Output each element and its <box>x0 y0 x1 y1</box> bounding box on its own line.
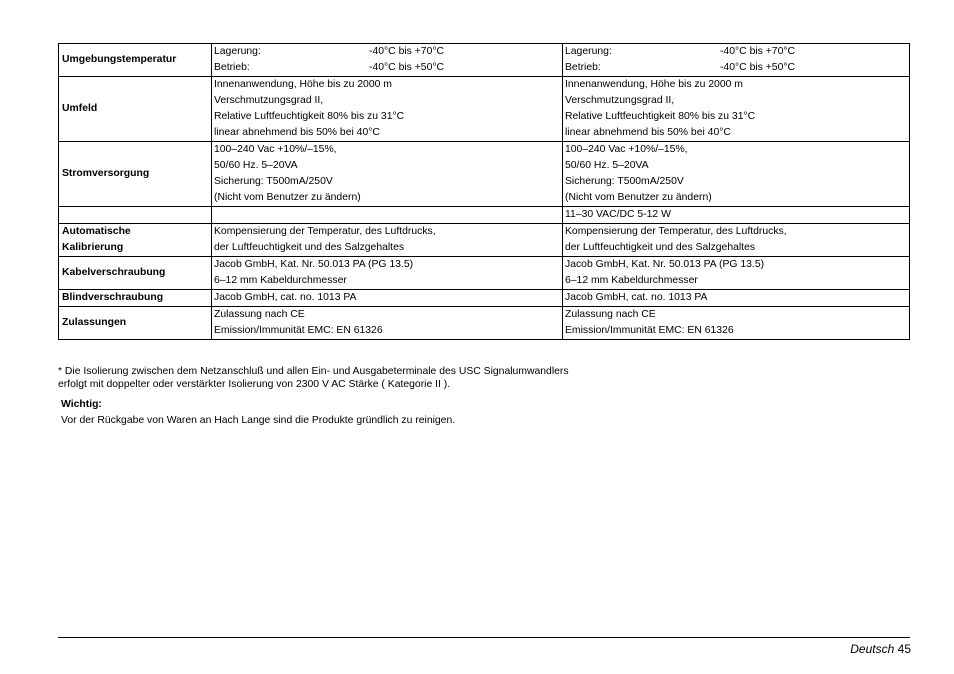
spec-value-2 <box>563 207 910 224</box>
spec-value-2 <box>563 77 910 142</box>
spec-line: 6–12 mm Kabeldurchmesser <box>214 275 347 286</box>
spec-line: 50/60 Hz. 5–20VA <box>565 160 649 171</box>
spec-label <box>59 44 212 77</box>
spec-value-1 <box>212 224 563 257</box>
spec-line: 11–30 VAC/DC 5-12 W <box>565 209 671 220</box>
spec-value-2 <box>563 257 910 290</box>
spec-line: 6–12 mm Kabeldurchmesser <box>565 275 698 286</box>
spec-line: Relative Luftfeuchtigkeit 80% bis zu 31°C <box>565 111 756 122</box>
spec-value: -40°C bis +50°C <box>369 62 445 73</box>
spec-line: Jacob GmbH, Kat. Nr. 50.013 PA (PG 13.5) <box>565 259 765 270</box>
spec-label <box>59 307 212 340</box>
spec-value-2 <box>563 307 910 340</box>
spec-label-text: Kalibrierung <box>62 242 124 253</box>
footnote-line: erfolgt mit doppelter oder verstärkter Isolierung von 2300 V AC Stärke ( Kategorie II ). <box>58 379 451 390</box>
spec-label <box>59 290 212 307</box>
spec-value-2 <box>563 142 910 207</box>
spec-label <box>59 142 212 207</box>
spec-line: 100–240 Vac +10%/–15%, <box>565 144 688 155</box>
spec-value-2 <box>563 290 910 307</box>
spec-key: Betrieb: <box>214 62 250 73</box>
spec-line: Kompensierung der Temperatur, des Luftdrucks, <box>214 226 436 237</box>
spec-row <box>59 44 910 77</box>
spec-value: -40°C bis +50°C <box>720 62 796 73</box>
spec-line: der Luftfeuchtigkeit und des Salzgehaltes <box>565 242 756 253</box>
spec-key-value <box>214 44 560 60</box>
spec-label-text: Automatische <box>62 226 131 237</box>
spec-value-1 <box>212 142 563 207</box>
spec-label <box>59 257 212 290</box>
spec-key: Betrieb: <box>565 62 601 73</box>
important-heading: Wichtig: <box>61 399 102 410</box>
spec-value-1 <box>212 257 563 290</box>
spec-label-text: Zulassungen <box>62 317 127 328</box>
spec-line: Zulassung nach CE <box>565 309 656 320</box>
spec-row <box>59 307 910 340</box>
spec-line: linear abnehmend bis 50% bei 40°C <box>565 127 731 138</box>
spec-label-text: Umgebungstemperatur <box>62 54 177 65</box>
footnote-line: * Die Isolierung zwischen dem Netzanschluß und allen Ein- und Ausgabeterminale des USC Signalumwandlers <box>58 366 569 377</box>
spec-line: (Nicht vom Benutzer zu ändern) <box>565 192 712 203</box>
specifications-table-body <box>59 44 910 340</box>
spec-key-value <box>565 60 907 76</box>
footer-language: Deutsch <box>850 642 895 656</box>
spec-line: Zulassung nach CE <box>214 309 305 320</box>
spec-label-text <box>62 207 209 223</box>
spec-line: Jacob GmbH, cat. no. 1013 PA <box>565 292 708 303</box>
spec-value-1 <box>212 44 563 77</box>
spec-line: Kompensierung der Temperatur, des Luftdrucks, <box>565 226 787 237</box>
spec-key-value <box>214 60 560 76</box>
spec-value: -40°C bis +70°C <box>369 46 445 57</box>
spec-line: linear abnehmend bis 50% bei 40°C <box>214 127 380 138</box>
spec-line: Verschmutzungsgrad II, <box>214 95 324 106</box>
spec-line: Sicherung: T500mA/250V <box>214 176 333 187</box>
spec-label-text: Blindverschraubung <box>62 292 164 303</box>
spec-value-2 <box>563 44 910 77</box>
spec-line: der Luftfeuchtigkeit und des Salzgehaltes <box>214 242 405 253</box>
footer-divider <box>58 637 910 638</box>
footnote <box>58 365 569 391</box>
spec-line: Jacob GmbH, Kat. Nr. 50.013 PA (PG 13.5) <box>214 259 414 270</box>
spec-line: (Nicht vom Benutzer zu ändern) <box>214 192 361 203</box>
spec-row <box>59 77 910 142</box>
spec-line: Jacob GmbH, cat. no. 1013 PA <box>214 292 357 303</box>
spec-value-2 <box>563 224 910 257</box>
spec-line: Sicherung: T500mA/250V <box>565 176 684 187</box>
spec-row <box>59 207 910 224</box>
spec-value-1 <box>212 77 563 142</box>
spec-key: Lagerung: <box>214 46 261 57</box>
spec-row <box>59 257 910 290</box>
spec-label <box>59 224 212 257</box>
spec-value-1 <box>212 290 563 307</box>
spec-line: Innenanwendung, Höhe bis zu 2000 m <box>565 79 743 90</box>
spec-line: Emission/Immunität EMC: EN 61326 <box>565 325 734 336</box>
spec-label <box>59 207 212 224</box>
spec-line: 100–240 Vac +10%/–15%, <box>214 144 337 155</box>
page-footer <box>850 642 911 656</box>
page-number: 45 <box>897 642 911 656</box>
spec-value: -40°C bis +70°C <box>720 46 796 57</box>
spec-line <box>214 207 560 223</box>
important-text: Vor der Rückgabe von Waren an Hach Lange sind die Produkte gründlich zu reinigen. <box>61 415 456 426</box>
spec-label-text: Kabelverschraubung <box>62 267 166 278</box>
spec-key-value <box>565 44 907 60</box>
spec-line: Innenanwendung, Höhe bis zu 2000 m <box>214 79 392 90</box>
spec-value-1 <box>212 307 563 340</box>
spec-label <box>59 77 212 142</box>
spec-row <box>59 142 910 207</box>
spec-line: Verschmutzungsgrad II, <box>565 95 675 106</box>
spec-line: Emission/Immunität EMC: EN 61326 <box>214 325 383 336</box>
spec-label-text: Stromversorgung <box>62 168 150 179</box>
spec-line: Relative Luftfeuchtigkeit 80% bis zu 31°C <box>214 111 405 122</box>
specifications-table <box>58 43 910 340</box>
spec-key: Lagerung: <box>565 46 612 57</box>
spec-value-1 <box>212 207 563 224</box>
spec-label-text: Umfeld <box>62 103 98 114</box>
spec-row <box>59 224 910 257</box>
spec-line: 50/60 Hz. 5–20VA <box>214 160 298 171</box>
spec-row <box>59 290 910 307</box>
